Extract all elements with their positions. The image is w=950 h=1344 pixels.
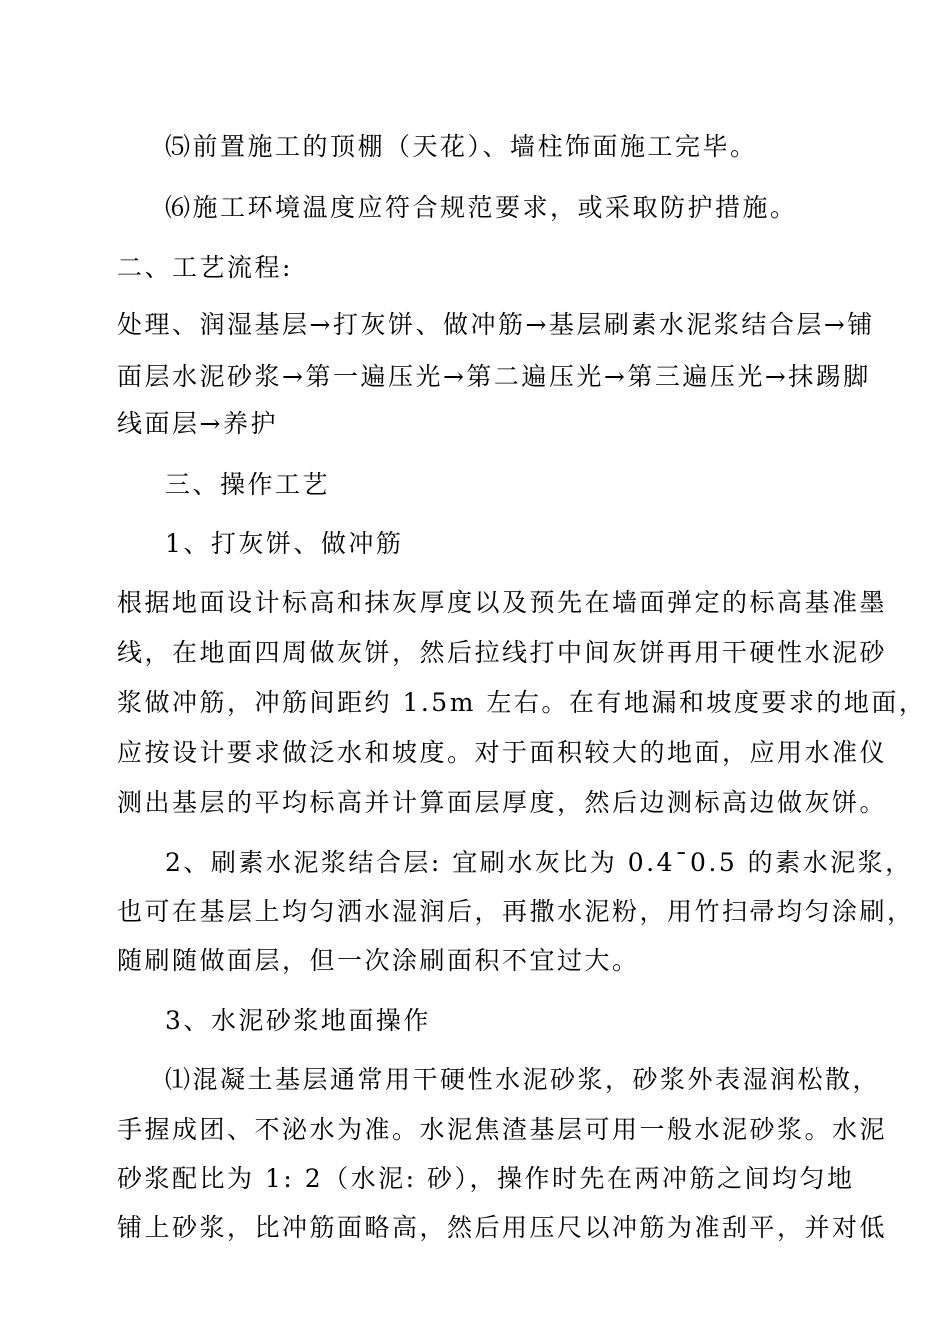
- paragraph-1-line-4: 应按设计要求做泛水和坡度。对于面积较大的地面，应用水准仪: [117, 738, 888, 767]
- paragraph-2-line-1: 2、刷素水泥浆结合层: 宜刷水灰比为 0.4¯0.5 的素水泥浆，: [165, 848, 913, 877]
- paragraph-3-line-2: 手握成团、不泌水为准。水泥焦渣基层可用一般水泥砂浆。水泥: [117, 1115, 888, 1144]
- paragraph-2-line-2: 也可在基层上均匀洒水湿润后，再撒水泥粉，用竹扫帚均匀涂刷，: [117, 897, 915, 926]
- paragraph-1-line-1: 根据地面设计标高和抹灰厚度以及预先在墙面弹定的标高基准墨: [117, 588, 888, 617]
- paragraph-3-line-3: 砂浆配比为 1: 2（水泥: 砂），操作时先在两冲筋之间均匀地: [117, 1164, 855, 1193]
- section-heading-operation: 三、操作工艺: [165, 470, 331, 499]
- paragraph-1-line-5: 测出基层的平均标高并计算面层厚度，然后边测标高边做灰饼。: [117, 788, 888, 817]
- subheading-1: 1、打灰饼、做冲筋: [165, 529, 404, 558]
- process-flow-line-1: 处理、润湿基层→打灰饼、做冲筋→基层刷素水泥浆结合层→铺: [117, 310, 875, 339]
- section-heading-process-flow: 二、工艺流程:: [117, 253, 293, 282]
- paragraph-3-line-1: ⑴混凝土基层通常用干硬性水泥砂浆，砂浆外表湿润松散，: [165, 1065, 881, 1094]
- subheading-3: 3、水泥砂浆地面操作: [165, 1006, 431, 1035]
- item-5-text: ⑸前置施工的顶棚（天花）、墙柱饰面施工完毕。: [165, 132, 758, 161]
- paragraph-2-line-3: 随刷随做面层，但一次涂刷面积不宜过大。: [117, 946, 640, 975]
- paragraph-1-line-3: 浆做冲筋，冲筋间距约 1.5m 左右。在有地漏和坡度要求的地面，: [117, 688, 927, 717]
- process-flow-line-3: 线面层→养护: [117, 409, 278, 438]
- paragraph-3-line-4: 铺上砂浆，比冲筋面略高，然后用压尺以冲筋为准刮平，并对低: [117, 1213, 888, 1242]
- paragraph-1-line-2: 线，在地面四周做灰饼，然后拉线打中间灰饼再用干硬性水泥砂: [117, 638, 888, 667]
- item-6-text: ⑹施工环境温度应符合规范要求，或采取防护措施。: [165, 193, 798, 222]
- process-flow-line-2: 面层水泥砂浆→第一遍压光→第二遍压光→第三遍压光→抹踢脚: [117, 362, 871, 391]
